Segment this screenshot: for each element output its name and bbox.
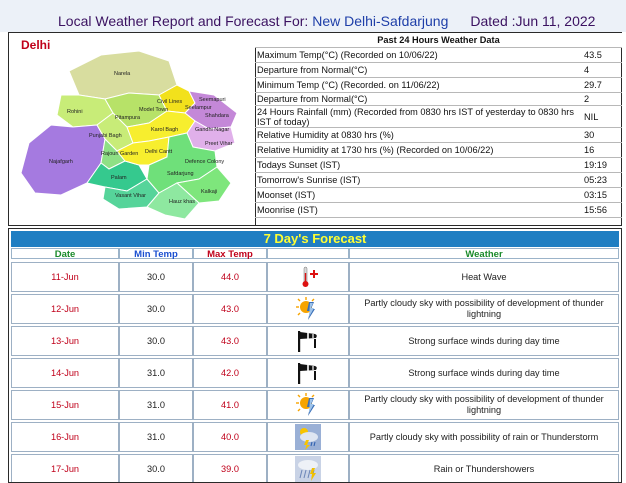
forecast-min-temp: 31.0 <box>119 358 193 388</box>
forecast-row <box>11 422 619 452</box>
map-label: Pitampura <box>115 115 141 121</box>
map-label: Delhi Cantt <box>145 149 173 155</box>
map-label: Karol Bagh <box>151 127 179 133</box>
rain-thunder-icon <box>295 424 321 450</box>
map-label: Seemapuri <box>199 97 226 103</box>
forecast-min-temp: 31.0 <box>119 422 193 452</box>
forecast-max-temp: 39.0 <box>193 454 267 483</box>
map-label: Preet Vihar <box>205 141 233 147</box>
past-24h-value: 16 <box>582 143 622 158</box>
map-label: Rohini <box>67 109 83 115</box>
forecast-date: 17-Jun <box>11 454 119 483</box>
past-24h-label: Relative Humidity at 0830 hrs (%) <box>255 128 582 143</box>
past-24h-label: Moonset (IST) <box>255 188 582 203</box>
forecast-min-temp: 30.0 <box>119 454 193 483</box>
heat-wave-icon <box>295 264 321 290</box>
past-24h-value: 15:56 <box>582 203 622 218</box>
page-title <box>58 13 595 29</box>
past-24h-label: Relative Humidity at 1730 hrs (%) (Recorded on 10/06/22) <box>255 143 582 158</box>
wind-icon <box>295 360 321 386</box>
forecast-weather: Partly cloudy sky with possibility of development of thunder lightning <box>349 294 619 324</box>
map-label: Narela <box>114 71 131 77</box>
map-label: Seelampur <box>185 105 212 111</box>
map-label: Rajouri Garden <box>101 151 139 157</box>
wind-icon <box>295 328 321 354</box>
forecast-min-temp: 30.0 <box>119 262 193 292</box>
map-label: Gandhi Nagar <box>195 127 230 133</box>
past-24h-row <box>255 173 622 188</box>
forecast-date: 15-Jun <box>11 390 119 420</box>
map-label: Kalkaji <box>201 189 218 195</box>
map-label: Hauz khas <box>169 199 195 205</box>
past-24h-row <box>255 203 622 218</box>
location-name: New Delhi-Safdarjung <box>312 13 449 29</box>
forecast-min-temp: 31.0 <box>119 390 193 420</box>
map-label: Model Town <box>139 107 169 113</box>
forecast-weather: Strong surface winds during day time <box>349 326 619 356</box>
past-24h-value: 43.5 <box>582 48 622 63</box>
past-24h-heading: Past 24 Hours Weather Data <box>255 33 622 48</box>
forecast-date: 14-Jun <box>11 358 119 388</box>
past-24h-label: Departure from Normal(°C) <box>255 93 582 106</box>
col-head-min: Min Temp <box>119 248 193 259</box>
district-map-graphic <box>9 33 255 225</box>
col-head-max: Max Temp <box>193 248 267 259</box>
forecast-weather: Partly cloudy sky with possibility of rain or Thunderstorm <box>349 422 619 452</box>
map-label: Safdarjung <box>167 171 194 177</box>
thunder-sun-icon <box>295 392 321 418</box>
forecast-min-temp: 30.0 <box>119 294 193 324</box>
past-24h-value: 2 <box>582 93 622 106</box>
past-24h-label: 24 Hours Rainfall (mm) (Recorded from 0830 hrs IST of yesterday to 0830 hrs IST of today) <box>255 106 582 128</box>
forecast-date: 16-Jun <box>11 422 119 452</box>
forecast-max-temp: 43.0 <box>193 294 267 324</box>
title-prefix: Local Weather Report and Forecast For: <box>58 13 309 29</box>
showers-icon <box>295 456 321 482</box>
forecast-weather: Heat Wave <box>349 262 619 292</box>
forecast-weather: Strong surface winds during day time <box>349 358 619 388</box>
past-24h-value: 03:15 <box>582 188 622 203</box>
past-24h-value: 19:19 <box>582 158 622 173</box>
map-label: Civil Lines <box>157 99 183 105</box>
past-24h-value: 4 <box>582 63 622 78</box>
past-24h-row <box>255 188 622 203</box>
forecast-row <box>11 454 619 483</box>
map-label: Defence Colony <box>185 159 225 165</box>
past-24h-row <box>255 143 622 158</box>
forecast-date: 13-Jun <box>11 326 119 356</box>
past-24h-label: Maximum Temp(°C) (Recorded on 10/06/22) <box>255 48 582 63</box>
forecast-row <box>11 358 619 388</box>
thunder-sun-icon <box>295 296 321 322</box>
forecast-max-temp: 43.0 <box>193 326 267 356</box>
past-24h-value: NIL <box>582 106 622 128</box>
forecast-min-temp: 30.0 <box>119 326 193 356</box>
forecast-weather: Partly cloudy sky with possibility of development of thunder lightning <box>349 390 619 420</box>
seven-day-forecast <box>8 228 622 483</box>
forecast-weather: Rain or Thundershowers <box>349 454 619 483</box>
map-label: Vasant Vihar <box>115 193 146 199</box>
past-24h-label: Tomorrow's Sunrise (IST) <box>255 173 582 188</box>
col-head-date: Date <box>11 248 119 259</box>
past-24h-row <box>255 48 622 63</box>
past-24h-label: Departure from Normal(°C) <box>255 63 582 78</box>
past-24h-label: Minimum Temp (°C) (Recorded. on 11/06/22) <box>255 78 582 93</box>
map-label: Punjabi Bagh <box>89 133 122 139</box>
forecast-max-temp: 41.0 <box>193 390 267 420</box>
past-24h-table <box>255 33 622 218</box>
forecast-row <box>11 326 619 356</box>
past-24h-label: Todays Sunset (IST) <box>255 158 582 173</box>
forecast-max-temp: 44.0 <box>193 262 267 292</box>
forecast-date: 12-Jun <box>11 294 119 324</box>
map-label: Najafgarh <box>49 159 73 165</box>
map-label: Shahdara <box>205 113 229 119</box>
past-24h-value: 29.7 <box>582 78 622 93</box>
past-24h-value: 30 <box>582 128 622 143</box>
past-24h-row <box>255 128 622 143</box>
forecast-max-temp: 42.0 <box>193 358 267 388</box>
report-date: Dated :Jun 11, 2022 <box>470 13 596 29</box>
forecast-row <box>11 294 619 324</box>
map-label: Palam <box>111 175 127 181</box>
past-24h-value: 05:23 <box>582 173 622 188</box>
forecast-row <box>11 390 619 420</box>
past-24h-row <box>255 93 622 106</box>
col-head-weather: Weather <box>349 248 619 259</box>
forecast-max-temp: 40.0 <box>193 422 267 452</box>
forecast-title: 7 Day's Forecast <box>11 231 619 247</box>
past-24h-row <box>255 63 622 78</box>
past-24h-row <box>255 158 622 173</box>
delhi-map <box>9 33 256 225</box>
past-24h-row <box>255 106 622 128</box>
forecast-date: 11-Jun <box>11 262 119 292</box>
past-24h-row <box>255 78 622 93</box>
report-header <box>0 0 626 32</box>
forecast-row <box>11 262 619 292</box>
top-panel <box>8 32 622 226</box>
map-region-label: Delhi <box>21 38 51 52</box>
col-head-icon <box>267 248 349 259</box>
past-24h-label: Moonrise (IST) <box>255 203 582 218</box>
